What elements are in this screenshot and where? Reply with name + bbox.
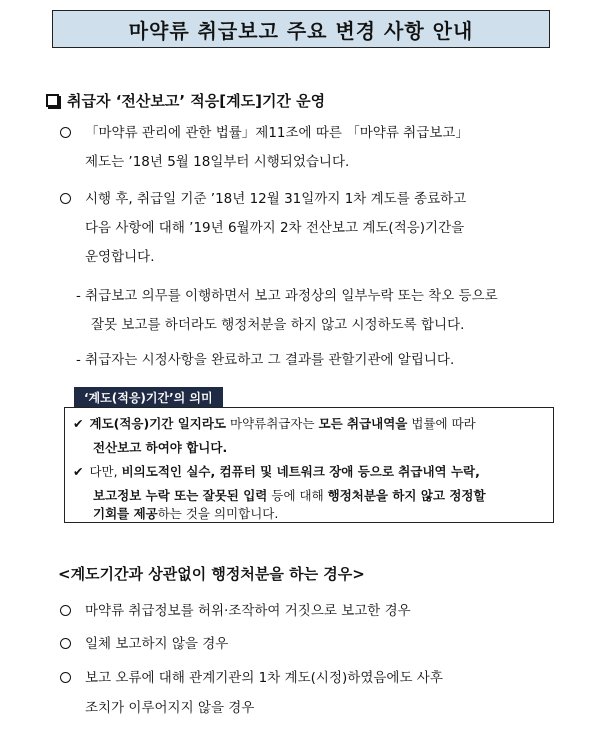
page-title: 마약류 취급보고 주요 변경 사항 안내 xyxy=(52,10,550,48)
list-item: 「마약류 관리에 관한 법률」제11조에 따른 「마약류 취급보고」 xyxy=(60,119,570,148)
checkmark-icon: ✔ xyxy=(73,464,84,479)
dash-item-continuation: 잘못 보고를 하더라도 행정처분을 하지 않고 시정하도록 합니다. xyxy=(91,317,465,333)
circle-bullet-icon xyxy=(60,672,71,683)
list-item: 일체 보고하지 않을 경우 xyxy=(60,630,570,659)
list-item-continuation: 제도는 ’18년 5월 18일부터 시행되었습니다. xyxy=(85,154,350,170)
meaning-label: ‘계도(적응)기간’의 의미 xyxy=(74,387,223,408)
dash-item: - 취급자는 시정사항을 완료하고 그 결과를 관할기관에 알립니다. xyxy=(76,352,455,368)
section2-heading: <계도기간과 상관없이 행정처분을 하는 경우> xyxy=(58,565,365,583)
checkmark-icon: ✔ xyxy=(73,416,84,431)
meaning-item-continuation: 전산보고 하여야 합니다. xyxy=(93,440,228,455)
list-item: 시행 후, 취급일 기준 ’18년 12월 31일까지 1차 계도를 종료하고 xyxy=(60,185,570,214)
meaning-item: ✔ 계도(적응)기간 일지라도 마약류취급자는 모든 취급내역을 법률에 따라 xyxy=(73,416,476,431)
section1-heading xyxy=(46,90,325,111)
list-item-continuation: 다음 사항에 대해 ’19년 6월까지 2차 전산보고 계도(적응)기간을 xyxy=(85,220,465,236)
dash-item: - 취급보고 의무를 이행하면서 보고 과정상의 일부누락 또는 착오 등으로 xyxy=(76,288,498,304)
list-item-continuation: 운영합니다. xyxy=(85,249,155,265)
circle-bullet-icon xyxy=(60,638,71,649)
list-item: 보고 오류에 대해 관계기관의 1차 계도(시정)하였음에도 사후 xyxy=(60,664,570,693)
meaning-item-continuation: 보고정보 누락 또는 잘못된 입력 등에 대해 행정처분을 하지 않고 정정할 xyxy=(93,488,486,503)
list-item: 마약류 취급정보를 허위·조작하여 거짓으로 보고한 경우 xyxy=(60,597,570,626)
section1-heading-text: 취급자 ‘전산보고’ 적응[계도]기간 운영 xyxy=(67,92,326,110)
circle-bullet-icon xyxy=(60,193,71,204)
circle-bullet-icon xyxy=(60,605,71,616)
meaning-box xyxy=(64,407,554,523)
meaning-item-continuation: 기회를 제공하는 것을 의미합니다. xyxy=(93,506,279,521)
checkbox-square-icon xyxy=(46,94,59,107)
list-item-continuation: 조치가 이루어지지 않을 경우 xyxy=(85,700,255,716)
circle-bullet-icon xyxy=(60,127,71,138)
meaning-item: ✔ 다만, 비의도적인 실수, 컴퓨터 및 네트워크 장애 등으로 취급내역 누락, xyxy=(73,464,480,479)
